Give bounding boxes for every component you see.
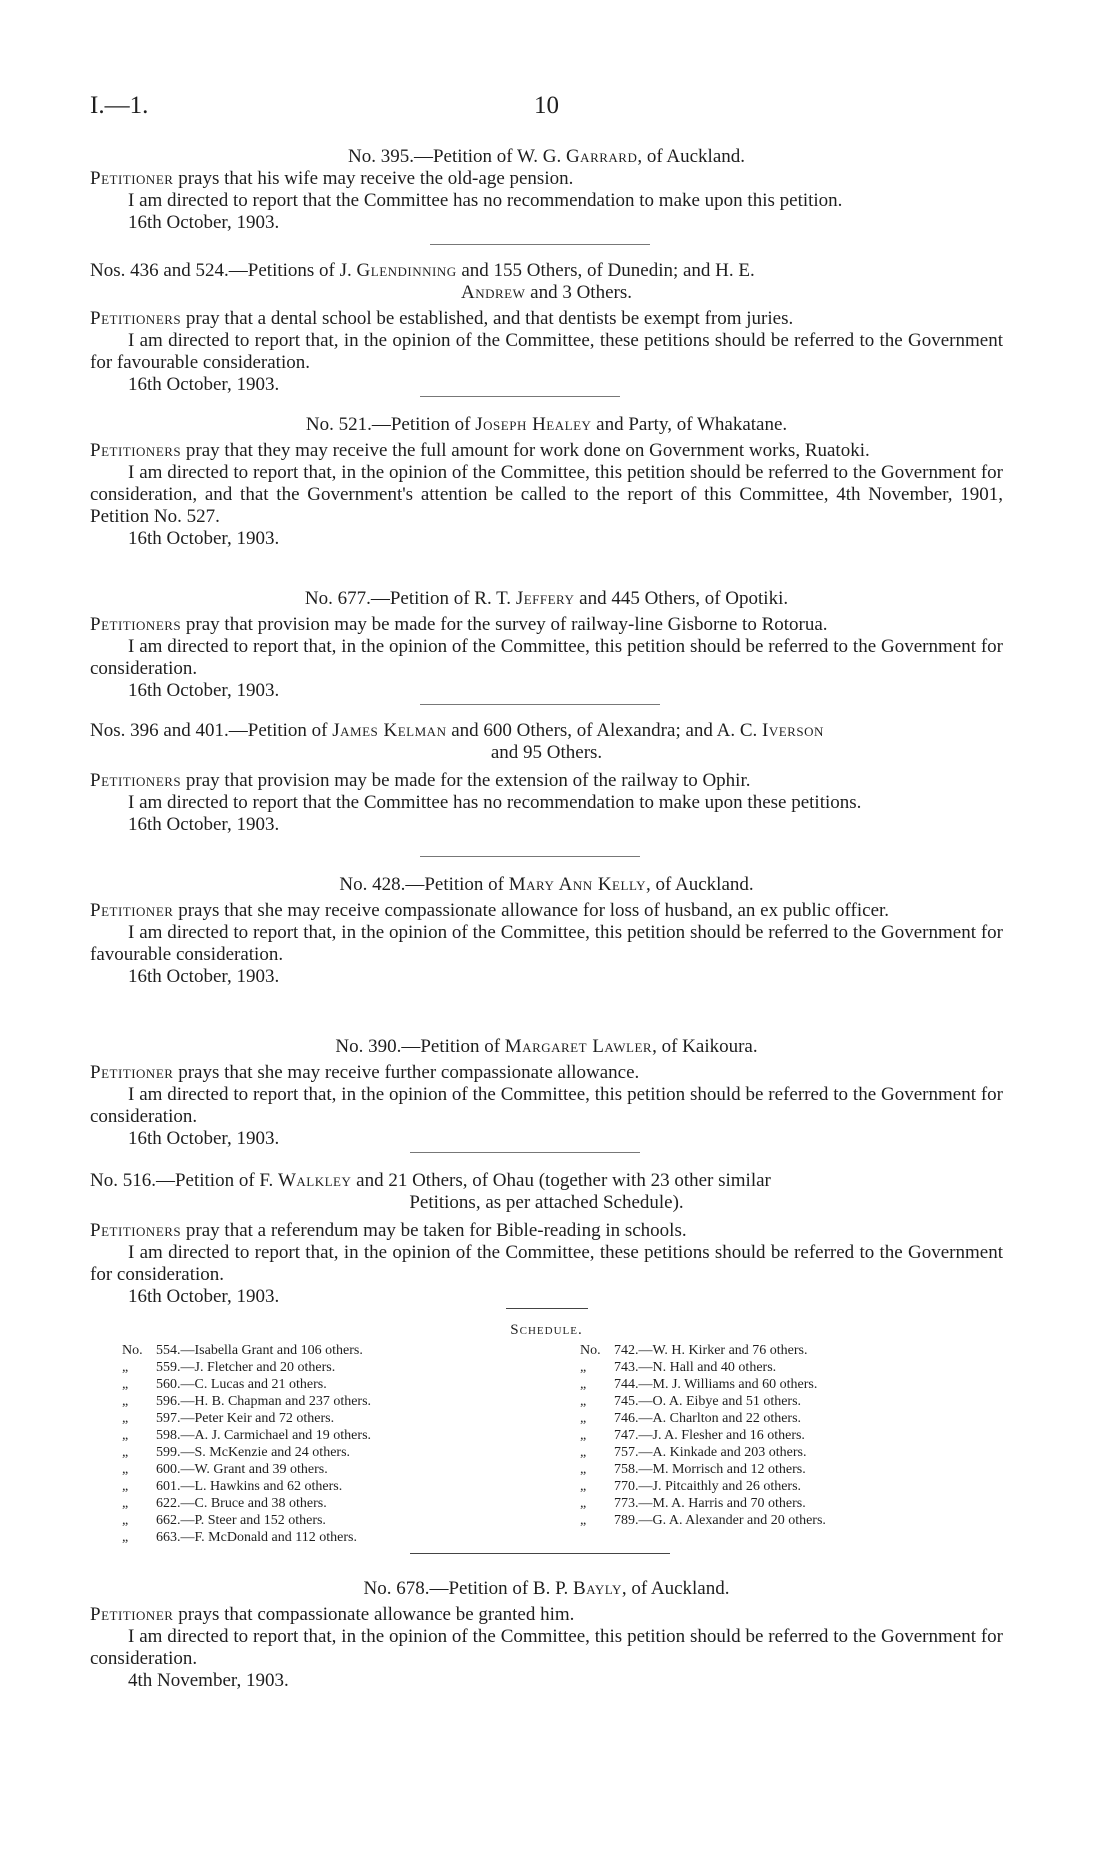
schedule-entry-text: 598.—A. J. Carmichael and 19 others. bbox=[156, 1428, 372, 1443]
document-reference: I.—1. bbox=[90, 92, 149, 119]
committee-report: I am directed to report that the Committee has no recommendation to make upon this petition. bbox=[128, 190, 843, 211]
petition-section bbox=[90, 260, 1003, 396]
petition-title: No. 677.—Petition of R. T. Jeffery and 445 Others, of Opotiki. bbox=[304, 588, 789, 609]
schedule-entry bbox=[580, 1393, 826, 1410]
schedule-entry-text: 758.—M. Morrisch and 12 others. bbox=[614, 1462, 806, 1477]
schedule-entry-prefix: „ bbox=[580, 1360, 587, 1375]
schedule-entry bbox=[580, 1444, 826, 1461]
schedule-entry-prefix: „ bbox=[580, 1394, 587, 1409]
section-divider bbox=[430, 244, 650, 245]
committee-report: I am directed to report that, in the opinion of the Committee, this petition should be referred to the Government for favourable consideration. bbox=[90, 922, 1003, 965]
petition-section bbox=[90, 414, 1003, 550]
petition-title: No. 390.—Petition of Margaret Lawler, of Kaikoura. bbox=[335, 1036, 758, 1057]
schedule-entry bbox=[580, 1376, 826, 1393]
schedule-entry-text: 600.—W. Grant and 39 others. bbox=[156, 1462, 328, 1477]
committee-report: I am directed to report that, in the opinion of the Committee, this petition should be referred to the Government for consideration. bbox=[90, 1084, 1003, 1127]
petition-section bbox=[90, 874, 1003, 988]
report-date: 4th November, 1903. bbox=[128, 1670, 289, 1691]
schedule-entry-text: 559.—J. Fletcher and 20 others. bbox=[156, 1360, 336, 1375]
schedule-entry-text: 663.—F. McDonald and 112 others. bbox=[156, 1530, 357, 1545]
section-divider bbox=[420, 704, 660, 705]
schedule-entry-text: 770.—J. Pitcaithly and 26 others. bbox=[614, 1479, 802, 1494]
report-date: 16th October, 1903. bbox=[128, 1286, 280, 1307]
page-header bbox=[90, 92, 1003, 132]
schedule-entry-prefix: „ bbox=[580, 1411, 587, 1426]
petition-section bbox=[90, 588, 1003, 702]
schedule-entry-prefix: „ bbox=[580, 1428, 587, 1443]
schedule-entry-prefix: „ bbox=[122, 1513, 129, 1528]
petition-title-continued: and 95 Others. bbox=[490, 742, 603, 763]
schedule-entry-text: 596.—H. B. Chapman and 237 others. bbox=[156, 1394, 372, 1409]
schedule-entry-text: 745.—O. A. Eibye and 51 others. bbox=[614, 1394, 802, 1409]
schedule-entry-prefix: No. bbox=[122, 1343, 143, 1358]
petition-section bbox=[90, 146, 1003, 234]
schedule-entry bbox=[122, 1512, 371, 1529]
schedule-entry bbox=[122, 1359, 371, 1376]
schedule-entry bbox=[122, 1444, 371, 1461]
schedule-entry-text: 773.—M. A. Harris and 70 others. bbox=[614, 1496, 806, 1511]
schedule-entry-text: 746.—A. Charlton and 22 others. bbox=[614, 1411, 802, 1426]
schedule-entry-text: 554.—Isabella Grant and 106 others. bbox=[156, 1343, 363, 1358]
petition-title: Nos. 436 and 524.—Petitions of J. Glendinning and 155 Others, of Dunedin; and H. E. bbox=[90, 260, 755, 281]
petition-prayer: Petitioner prays that she may receive further compassionate allowance. bbox=[90, 1062, 640, 1083]
petition-title: No. 516.—Petition of F. Walkley and 21 Others, of Ohau (together with 23 other similar bbox=[90, 1170, 771, 1191]
petition-title: No. 428.—Petition of Mary Ann Kelly, of Auckland. bbox=[339, 874, 754, 895]
petition-title-continued: Petitions, as per attached Schedule). bbox=[409, 1192, 684, 1213]
schedule-entry-prefix: „ bbox=[580, 1445, 587, 1460]
schedule-entry bbox=[122, 1427, 371, 1444]
petition-section bbox=[90, 1578, 1003, 1692]
petition-section bbox=[90, 1036, 1003, 1150]
report-date: 16th October, 1903. bbox=[128, 1128, 280, 1149]
petition-title: Nos. 396 and 401.—Petition of James Kelman and 600 Others, of Alexandra; and A. C. Iverson bbox=[90, 720, 824, 741]
schedule-entry bbox=[580, 1461, 826, 1478]
schedule-entry-prefix: „ bbox=[580, 1377, 587, 1392]
petition-title-continued: Andrew and 3 Others. bbox=[461, 282, 632, 303]
schedule-entry-prefix: „ bbox=[122, 1462, 129, 1477]
schedule-entry-prefix: „ bbox=[122, 1479, 129, 1494]
petition-prayer: Petitioners pray that provision may be made for the survey of railway-line Gisborne to Rotorua. bbox=[90, 614, 828, 635]
schedule-right-column bbox=[580, 1342, 826, 1529]
petition-title: No. 678.—Petition of B. P. Bayly, of Auckland. bbox=[363, 1578, 730, 1599]
schedule-entry-prefix: No. bbox=[580, 1343, 601, 1358]
page-number: 10 bbox=[534, 92, 559, 119]
schedule-entry bbox=[122, 1529, 371, 1546]
schedule-entry-prefix: „ bbox=[122, 1428, 129, 1443]
petition-prayer: Petitioners pray that provision may be made for the extension of the railway to Ophir. bbox=[90, 770, 751, 791]
petition-section bbox=[90, 720, 1003, 836]
schedule-entry-text: 757.—A. Kinkade and 203 others. bbox=[614, 1445, 807, 1460]
schedule-entry-text: 742.—W. H. Kirker and 76 others. bbox=[614, 1343, 808, 1358]
schedule-entry-text: 662.—P. Steer and 152 others. bbox=[156, 1513, 326, 1528]
section-divider bbox=[420, 856, 640, 857]
schedule-entry bbox=[580, 1410, 826, 1427]
schedule-left-column bbox=[122, 1342, 371, 1546]
schedule-entry-prefix: „ bbox=[122, 1377, 129, 1392]
schedule-entry-prefix: „ bbox=[580, 1462, 587, 1477]
schedule-entry bbox=[580, 1427, 826, 1444]
schedule-entry-prefix: „ bbox=[580, 1479, 587, 1494]
schedule-entry bbox=[580, 1495, 826, 1512]
schedule-entry bbox=[580, 1512, 826, 1529]
schedule-entry-text: 743.—N. Hall and 40 others. bbox=[614, 1360, 777, 1375]
schedule-entry-text: 789.—G. A. Alexander and 20 others. bbox=[614, 1513, 826, 1528]
petition-prayer: Petitioners pray that a referendum may be taken for Bible-reading in schools. bbox=[90, 1220, 687, 1241]
schedule-entry bbox=[580, 1342, 826, 1359]
committee-report: I am directed to report that, in the opinion of the Committee, this petition should be referred to the Government for consideration. bbox=[90, 636, 1003, 679]
petition-prayer: Petitioners pray that they may receive the full amount for work done on Government works, Ruatoki. bbox=[90, 440, 870, 461]
schedule-entry-prefix: „ bbox=[580, 1513, 587, 1528]
schedule-entry-text: 601.—L. Hawkins and 62 others. bbox=[156, 1479, 343, 1494]
report-date: 16th October, 1903. bbox=[128, 680, 280, 701]
schedule-entry-prefix: „ bbox=[122, 1445, 129, 1460]
petition-prayer: Petitioners pray that a dental school be established, and that dentists be exempt from juries. bbox=[90, 308, 794, 329]
report-date: 16th October, 1903. bbox=[128, 374, 280, 395]
section-divider bbox=[410, 1553, 670, 1554]
report-date: 16th October, 1903. bbox=[128, 212, 280, 233]
petition-prayer: Petitioner prays that compassionate allowance be granted him. bbox=[90, 1604, 575, 1625]
schedule-entry-text: 599.—S. McKenzie and 24 others. bbox=[156, 1445, 351, 1460]
petition-prayer: Petitioner prays that his wife may receive the old-age pension. bbox=[90, 168, 574, 189]
schedule-entry-prefix: „ bbox=[122, 1360, 129, 1375]
schedule-entry-text: 744.—M. J. Williams and 60 others. bbox=[614, 1377, 818, 1392]
schedule-entry bbox=[580, 1359, 826, 1376]
schedule-entry bbox=[122, 1461, 371, 1478]
committee-report: I am directed to report that, in the opinion of the Committee, this petition should be referred to the Government for consideration. bbox=[90, 1626, 1003, 1669]
section-divider bbox=[506, 1308, 588, 1309]
schedule-entry bbox=[122, 1376, 371, 1393]
schedule-entry-text: 560.—C. Lucas and 21 others. bbox=[156, 1377, 327, 1392]
schedule-entry bbox=[122, 1495, 371, 1512]
petition-title: No. 521.—Petition of Joseph Healey and Party, of Whakatane. bbox=[305, 414, 788, 435]
committee-report: I am directed to report that, in the opinion of the Committee, this petition should be referred to the Government for consideration, and that the Government's attention be called to the report of this Committee, 4th November, 1901, Petition No. 527. bbox=[90, 462, 1003, 527]
committee-report: I am directed to report that the Committee has no recommendation to make upon these petitions. bbox=[128, 792, 862, 813]
report-date: 16th October, 1903. bbox=[128, 528, 280, 549]
schedule-entry-prefix: „ bbox=[580, 1496, 587, 1511]
petition-section bbox=[90, 1170, 1003, 1308]
schedule-entry-prefix: „ bbox=[122, 1411, 129, 1426]
petition-prayer: Petitioner prays that she may receive compassionate allowance for loss of husband, an ex public officer. bbox=[90, 900, 890, 921]
report-date: 16th October, 1903. bbox=[128, 966, 280, 987]
schedule-entry bbox=[122, 1342, 371, 1359]
schedule-entry bbox=[122, 1393, 371, 1410]
schedule-entry-text: 622.—C. Bruce and 38 others. bbox=[156, 1496, 327, 1511]
schedule-entry-prefix: „ bbox=[122, 1394, 129, 1409]
petition-title: No. 395.—Petition of W. G. Garrard, of Auckland. bbox=[347, 146, 746, 167]
section-divider bbox=[420, 396, 620, 397]
schedule-entry-text: 747.—J. A. Flesher and 16 others. bbox=[614, 1428, 805, 1443]
committee-report: I am directed to report that, in the opinion of the Committee, these petitions should be referred to the Government for consideration. bbox=[90, 1242, 1003, 1285]
committee-report: I am directed to report that, in the opinion of the Committee, these petitions should be referred to the Government for favourable consideration. bbox=[90, 330, 1003, 373]
schedule-entry bbox=[122, 1478, 371, 1495]
schedule-entry bbox=[122, 1410, 371, 1427]
report-date: 16th October, 1903. bbox=[128, 814, 280, 835]
schedule-title: Schedule. bbox=[510, 1322, 583, 1338]
schedule-entry-prefix: „ bbox=[122, 1496, 129, 1511]
section-divider bbox=[410, 1152, 640, 1153]
schedule-entry-prefix: „ bbox=[122, 1530, 129, 1545]
schedule-entry bbox=[580, 1478, 826, 1495]
schedule-entry-text: 597.—Peter Keir and 72 others. bbox=[156, 1411, 335, 1426]
